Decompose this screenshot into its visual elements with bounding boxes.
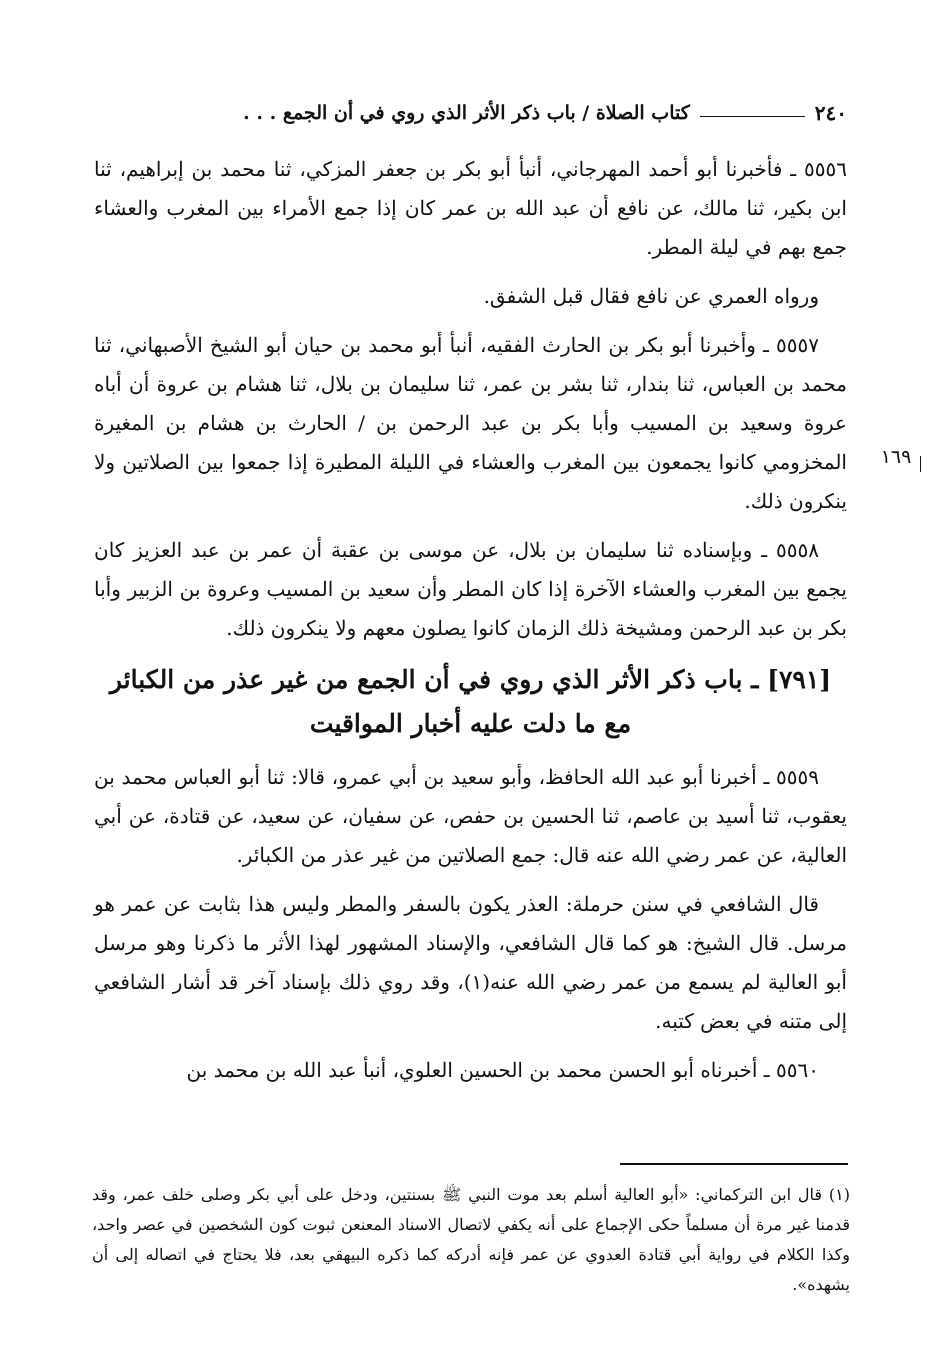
footnote-divider <box>620 1163 848 1165</box>
footnote-1: (١) قال ابن التركماني: «أبو العالية أسلم بعد موت النبي ﷺ بسنتين، ودخل على أبي بكر وصلى خلف عمر، وقد قدمنا غير مرة أن مسلماً حكى الإجماع على أنه يكفي لاتصال الاسناد المعنعن ثبوت كون الشخصين في عصر واحد، وكذا الكلام في رواية أبي قتادة العدوي عن عمر فإنه أدركه كما ذكره البيهقي بعد، فلا يحتاج في اتصاله إلى أن يشهده». <box>92 1185 850 1294</box>
page-number: ٢٤٠ <box>814 101 847 125</box>
chapter-title <box>94 658 847 746</box>
margin-page-reference: ١٦٩ <box>880 446 912 468</box>
paragraph-5558: ٥٥٥٨ ـ وبإسناده ثنا سليمان بن بلال، عن موسى بن عقبة أن عمر بن عبد العزيز كان يجمع بين المغرب والعشاء الآخرة إذا كان المطر وأن سعيد بن المسيب وعروة بن الزبير وأبا بكر بن عبد الرحمن ومشيخة ذلك الزمان كانوا يصلون معهم ولا ينكرون ذلك. <box>94 538 847 640</box>
paragraph-5556: ٥٥٥٦ ـ فأخبرنا أبو أحمد المهرجاني، أنبأ أبو بكر بن جعفر المزكي، ثنا محمد بن إبراهيم، ثنا ابن بكير، ثنا مالك، عن نافع أن عبد الله بن عمر كان إذا جمع الأمراء بين المغرب والعشاء جمع بهم في ليلة المطر. <box>94 157 847 259</box>
chapter-title-line-2: مع ما دلت عليه أخبار المواقيت <box>309 709 632 738</box>
paragraph-shafii-comment: قال الشافعي في سنن حرملة: العذر يكون بالسفر والمطر وليس هذا بثابت عن عمر هو مرسل. قال الشيخ: هو كما قال الشافعي، والإسناد المشهور لهذا الأثر ما ذكرنا وهو مرسل أبو العالية لم يسمع من عمر رضي الله عنه(١)، وقد روي ذلك بإسناد آخر قد أشار الشافعي إلى متنه في بعض كتبه. <box>94 892 847 1033</box>
footnotes <box>92 1180 850 1300</box>
paragraph-5557: ٥٥٥٧ ـ وأخبرنا أبو بكر بن الحارث الفقيه، أنبأ أبو محمد بن حيان أبو الشيخ الأصبهاني، ثنا محمد بن العباس، ثنا بندار، ثنا بشر بن عمر، ثنا سليمان بن بلال، ثنا هشام بن عروة أن أباه عروة وسعيد بن المسيب وأبا بكر بن عبد الرحمن بن / الحارث بن هشام بن المغيرة المخزومي كانوا يجمعون بين المغرب والعشاء في الليلة المطيرة إذا جمعوا بين الصلاتين ولا ينكرون ذلك. <box>94 333 847 513</box>
chapter-title-line-1: [٧٩١] ـ باب ذكر الأثر الذي روي في أن الجمع من غير عذر من الكبائر <box>109 665 832 694</box>
margin-tick <box>920 456 921 472</box>
paragraph-5559: ٥٥٥٩ ـ أخبرنا أبو عبد الله الحافظ، وأبو سعيد بن أبي عمرو، قالا: ثنا أبو العباس محمد بن يعقوب، ثنا أسيد بن عاصم، ثنا الحسين بن حفص، عن سفيان، عن سعيد، عن قتادة، عن أبي العالية، عن عمر رضي الله عنه قال: جمع الصلاتين من غير عذر من الكبائر. <box>94 765 847 867</box>
main-text <box>94 150 847 1100</box>
running-title: كتاب الصلاة / باب ذكر الأثر الذي روي في أن الجمع . . . <box>243 102 690 124</box>
header-rule <box>700 116 805 117</box>
paragraph-5560: ٥٥٦٠ ـ أخبرناه أبو الحسن محمد بن الحسين العلوي، أنبأ عبد الله بن محمد بن <box>186 1058 819 1082</box>
running-header <box>90 96 847 130</box>
paragraph-note-umari: ورواه العمري عن نافع فقال قبل الشفق. <box>483 284 819 308</box>
